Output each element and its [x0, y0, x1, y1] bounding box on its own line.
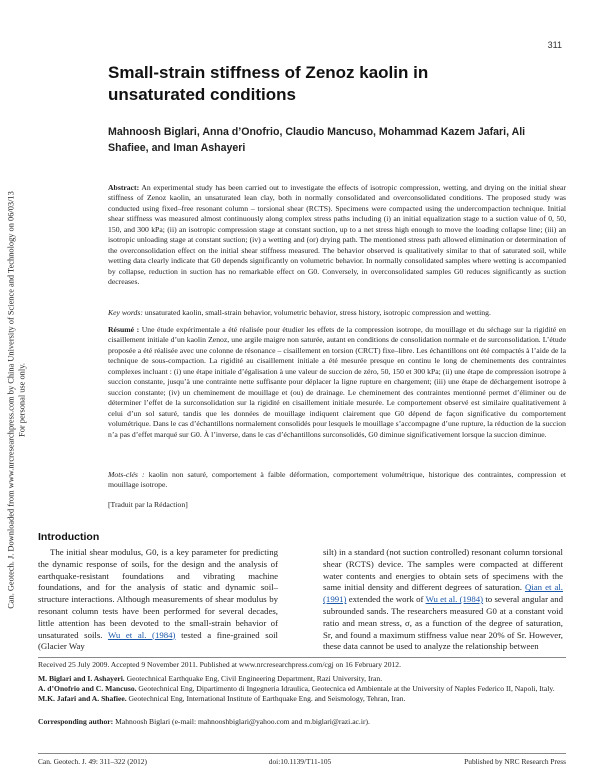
intro-right-part2: extended the work of	[346, 594, 426, 605]
keywords	[108, 308, 566, 318]
abstract-label: Abstract:	[108, 183, 140, 192]
intro-left-text: The initial shear modulus, G0, is a key parameter for predicting the dynamic response of soils, for the design and the analysis of earthquake-resistant foundations and vibrating machine foundations, and for the analysis of static and dynamic soil–structure interactions. Although measurements of shear modulus by resonant column tests have been performed for several decades, little attention has been devoted to the small-strain behavior of unsaturated soils.	[38, 547, 278, 640]
intro-left-tail: tested a fine-grained soil (Glacier Way	[38, 629, 279, 652]
affiliation-text-3: Geotechnical Eng, International Institute of Earthquake Eng. and Seismology, Tehran, Iran.	[126, 694, 406, 704]
affiliation-names-3: M.K. Jafari and A. Shafiee.	[38, 694, 127, 704]
intro-left-column	[38, 547, 278, 653]
page-number: 311	[547, 40, 562, 50]
citation-link-wu-1984[interactable]: Wu et al. (1984)	[107, 629, 176, 640]
footnote-divider	[38, 657, 566, 658]
doi: doi:10.1139/T11-105	[268, 757, 332, 766]
abstract	[108, 183, 566, 288]
affiliation-names-2: A. d’Onofrio and C. Mancuso.	[38, 684, 137, 694]
corresponding-author-label: Corresponding author:	[38, 717, 114, 726]
mots-cles-label: Mots-clés :	[108, 470, 145, 479]
affiliations	[38, 674, 566, 705]
download-notice-line1: Can. Geotech. J. Downloaded from www.nrcresearchpress.com by China University of Science and Technology on 06/03/13	[6, 191, 16, 609]
citation-link-wu-1984-b[interactable]: Wu et al. (1984)	[425, 594, 484, 605]
received-dates: Received 25 July 2009. Accepted 9 November 2011. Published at www.nrcresearchpress.com/cgj on 16 February 2012.	[38, 660, 402, 669]
affiliation-names-1: M. Biglari and I. Ashayeri.	[38, 674, 125, 683]
resume	[108, 325, 566, 440]
citation-link-qian-1991[interactable]: Qian et al. (1991)	[323, 582, 563, 605]
author-list: Mahnoosh Biglari, Anna d’Onofrio, Claudio Mancuso, Mohammad Kazem Jafari, Ali Shafiee, and Iman Ashayeri	[108, 126, 526, 154]
paper-title: Small-strain stiffness of Zenoz kaolin in unsaturated conditions	[108, 63, 429, 104]
journal-citation: Can. Geotech. J. 49: 311–322 (2012)	[38, 757, 147, 766]
keywords-label: Key words:	[108, 308, 143, 317]
intro-right-column	[323, 547, 563, 653]
affiliation-text-2: Geotechnical Eng, Dipartimento di Ingegneria Idraulica, Geotecnica ed Ambientale at the University of Naples Federico II, Napoli, Italy.	[136, 684, 555, 694]
keywords-text: unsaturated kaolin, small-strain behavior, volumetric behavior, stress history, isotropic compression and wetting.	[142, 308, 491, 317]
introduction-heading: Introduction	[38, 531, 100, 543]
intro-right-part1: silt) in a standard (not suction controlled) resonant column torsional shear (RCTS) device. The samples were compacted at different water contents and energies to obtain sets of specimens with the same initial density and different degrees of saturation.	[323, 547, 563, 593]
corresponding-author	[38, 717, 566, 727]
intro-right-part3: to several angular and subrounded sands. The researchers measured G0 at a constant void ratio and mean stress, σ, as a function of the degree of saturation, Sr, and found a maximum stiffness value near 20% of Sr. However, these data cannot be used to analyze the relationship between	[323, 594, 563, 652]
resume-label: Résumé :	[108, 325, 140, 334]
translation-note: [Traduit par la Rédaction]	[108, 500, 188, 509]
corresponding-author-text: Mahnoosh Biglari (e-mail: mahnooshbiglari@yahoo.com and m.biglari@razi.ac.ir).	[113, 717, 370, 726]
mots-cles	[108, 470, 566, 491]
abstract-text: An experimental study has been carried out to investigate the effects of isotropic compression, wetting, and drying on the initial shear stiffness of Zenoz kaolin, an unsaturated lean clay, both in normally consolidated and overconsolidated conditions. The proposed study was conducted using fixed–free resonant column – torsional shear (RCTS). Specimens were compacted using the undercompaction technique. Initial shear stiffness was measured almost continuously along complex stress paths including (i) an initial equalization stage to a suction value of 0, 50, 150, and 300 kPa; (ii) an isotropic compression stage at constant suction, up to a net stress high enough to move the loading collapse line; (iii) an isotropic unloading stage at constant suction; (iv) a wetting and (or) drying path. The mentioned stress path allowed elimination or determination of the overconsolidation effect on the initial shear stiffness measured. The behavior observed is qualitatively similar to that of saturated soil, while wetting data clearly indicate that G0 depends significantly on volumetric behavior. In normally consolidated samples where wetting is accompanied by collapse, reduction in suction has no remarkable effect on G0. Conversely, in overconsolidated samples G0 reduces significantly as suction decreases.	[108, 183, 566, 287]
resume-text: Une étude expérimentale a été réalisée pour étudier les effets de la compression isotrope, du mouillage et du séchage sur la rigidité en cisaillement initiale d’un kaolin Zenoz, une argile maigre non saturée, autant en conditions de consolidation normale et de surconsolidation. L’étude proposée a été réalisée avec une colonne de résonance – cisaillement en torsion (CRCT) fixe–libre. Les échantillons ont été compactés à l’aide de la technique de sous-compaction. La rigidité au cisaillement initiale a été mesurée presque en continu le long de cheminements des contraintes complexes incluant : (i) une étape initiale d’égalisation à une valeur de succion de zéro, 50, 150 et 300 kPa; (ii) une étape de compression isotrope à succion constante, jusqu’à une contrainte nette suffisante pour déplacer la ligne rupture en chargement; (iii) une étape de déchargement isotrope à succion constante; (iv) un cheminement de mouillage et (ou) de drainage. Le cheminement des contraintes mentionné permet d’éliminer ou de déterminer l’effet de la surconsolidation sur la rigidité en cisaillement initiale mesurée. Le comportement observé est similaire qualitativement à celui d’un sol saturé, tandis que les données de mouillage indiquent clairement que G0 dépend de façon significative du comportement volumétrique. Dans le cas d’échantillons normalement consolidés pour lesquels le mouillage s’accompagne d’une rupture, la réduction de la succion n’a pas d’effet marqué sur G0. À l’inverse, dans le cas d’échantillons surconsolidés, G0 diminue significativement lorsque la succion diminue.	[108, 325, 566, 439]
affiliation-text-1: Geotechnical Earthquake Eng, Civil Engineering Department, Razi University, Iran.	[124, 674, 383, 683]
download-notice-line2: For personal use only.	[17, 363, 26, 437]
mots-cles-text: kaolin non saturé, comportement à faible déformation, comportement volumétrique, historique des contraintes, compression et mouillage isotrope.	[108, 470, 566, 490]
publisher: Published by NRC Research Press	[464, 757, 566, 766]
footer-divider	[38, 753, 566, 754]
download-notice	[4, 150, 30, 650]
